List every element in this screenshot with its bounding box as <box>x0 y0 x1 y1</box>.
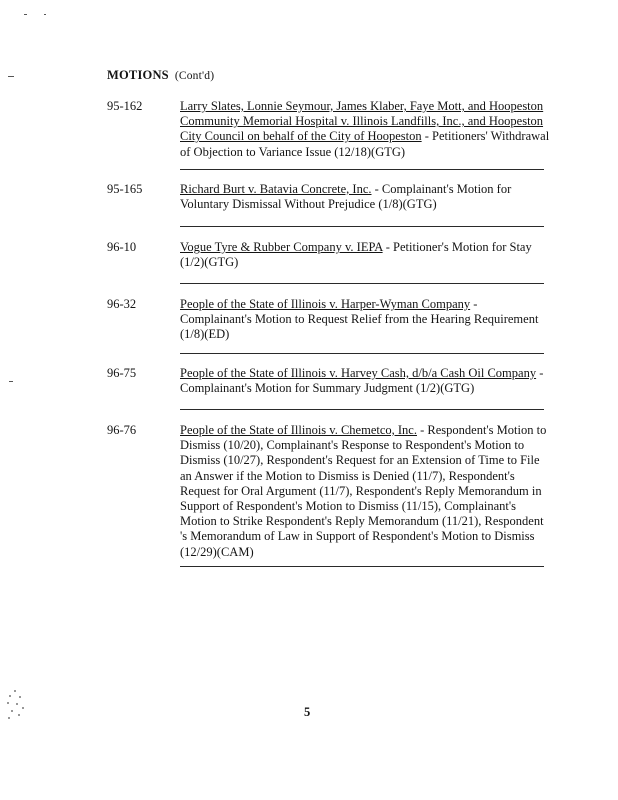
docket-number: 96-76 <box>107 423 137 437</box>
entry-divider <box>180 283 544 284</box>
scan-mark <box>9 381 13 382</box>
docket-number: 95-165 <box>107 182 143 196</box>
motion-description <box>180 366 550 396</box>
motion-description <box>180 182 550 212</box>
entry-divider <box>180 353 544 354</box>
motion-description <box>180 297 550 343</box>
motion-text: - Complainant's Motion to Request Relief from the Hearing Requirement (1/8)(ED) <box>180 297 539 342</box>
docket-number: 96-10 <box>107 240 137 254</box>
case-title: People of the State of Illinois v. Harper-Wyman Company <box>180 297 471 311</box>
case-title: Larry Slates, Lonnie Seymour, James Klaber, Faye Mott, and Hoopeston Community Memorial Hospital v. Illinois Landfills, Inc., and Hoopeston City Council on behalf of the City of Hoopeston <box>180 99 544 144</box>
section-subtitle: (Cont'd) <box>174 70 215 82</box>
motion-description <box>180 99 550 160</box>
motion-text: - Respondent's Motion to Dismiss (10/20), Complainant's Response to Respondent's Motion to Dismiss (10/27), Respondent's Request for an Extension of Time to File an Answer if the Motion to Dismiss is Denied (11/7), Respondent's Request for Oral Argument (11/7), Respondent's Reply Memorandum in Support of Respondent's Motion to Dismiss (11/15), Complainant's Motion to Strike Respondent's Reply Memorandum (11/21), Respondent 's Memorandum of Law in Support of Respondent's Motion to Dismiss (12/29)(CAM) <box>180 423 547 559</box>
motion-text: - Complainant's Motion for Voluntary Dismissal Without Prejudice (1/8)(GTG) <box>180 182 512 212</box>
motion-text: - Petitioner's Motion for Stay (1/2)(GTG) <box>180 240 532 270</box>
section-title: MOTIONS <box>107 68 169 82</box>
motion-text: - Petitioners' Withdrawal of Objection to Variance Issue (12/18)(GTG) <box>180 129 550 159</box>
motion-description <box>180 240 550 270</box>
case-title: People of the State of Illinois v. Chemetco, Inc. <box>180 423 417 437</box>
entry-divider <box>180 169 544 170</box>
docket-number: 96-75 <box>107 366 137 380</box>
section-heading <box>107 68 214 83</box>
scan-speckle <box>6 690 28 720</box>
entry-divider <box>180 409 544 410</box>
entry-divider <box>180 226 544 227</box>
scan-mark <box>44 14 46 15</box>
scan-mark <box>24 14 27 15</box>
motion-text: - Complainant's Motion for Summary Judgment (1/2)(GTG) <box>180 366 544 396</box>
motion-description <box>180 423 550 560</box>
docket-number: 95-162 <box>107 99 143 113</box>
scan-mark <box>8 76 14 77</box>
case-title: Vogue Tyre & Rubber Company v. IEPA <box>180 240 383 254</box>
entry-divider <box>180 566 544 567</box>
page-number: 5 <box>304 705 311 719</box>
case-title: Richard Burt v. Batavia Concrete, Inc. <box>180 182 372 196</box>
docket-number: 96-32 <box>107 297 137 311</box>
case-title: People of the State of Illinois v. Harvey Cash, d/b/a Cash Oil Company <box>180 366 537 380</box>
